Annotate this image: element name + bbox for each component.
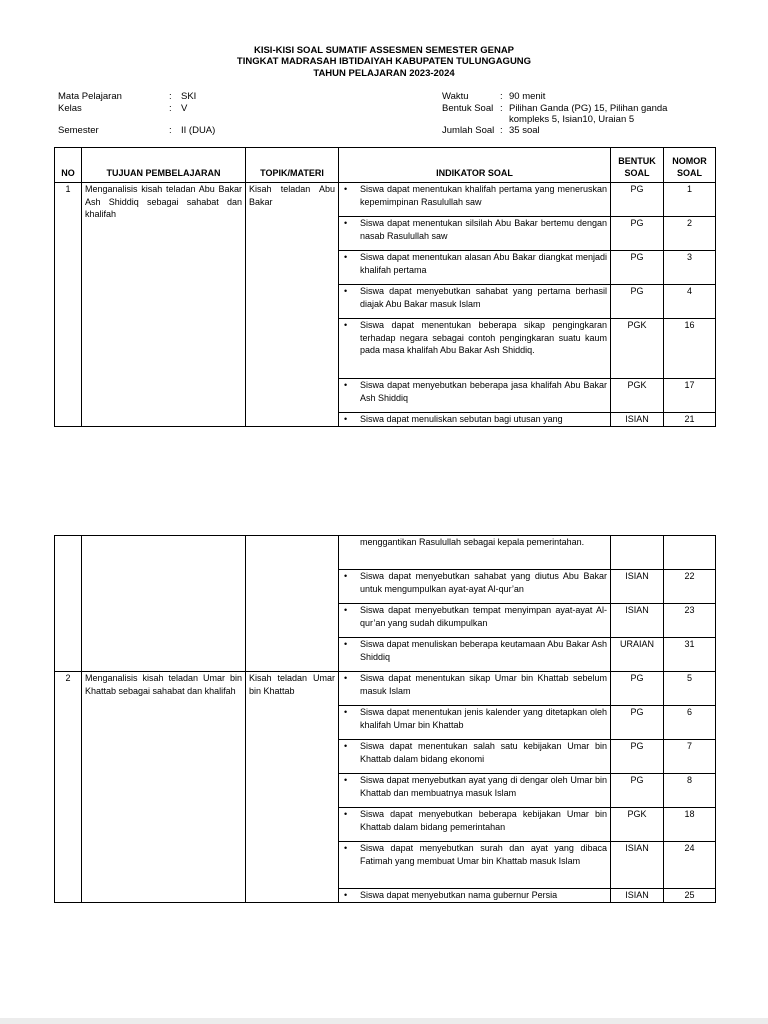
- bullet-icon: •: [344, 639, 348, 649]
- meta-class-value: V: [181, 103, 188, 114]
- indikator-cell: [339, 672, 611, 706]
- bentuk-cell: PG: [611, 183, 664, 217]
- indikator-cell: [339, 183, 611, 217]
- bullet-icon: •: [344, 286, 348, 296]
- bentuk-cell: PG: [611, 217, 664, 251]
- meta-time-label: Waktu: [442, 91, 469, 102]
- bentuk-cell: PGK: [611, 319, 664, 379]
- meta-form-value-2: kompleks 5, Isian10, Uraian 5: [509, 114, 635, 125]
- indikator-cell: [339, 706, 611, 740]
- row-topik: Kisah teladan Umar bin Khattab: [246, 672, 339, 903]
- indikator-text: Siswa dapat menentukan salah satu kebijakan Umar bin Khattab dalam bidang ekonomi: [360, 741, 607, 764]
- meta-semester-value: II (DUA): [181, 125, 216, 136]
- nomor-cell: 6: [664, 706, 716, 740]
- bullet-icon: •: [344, 320, 348, 330]
- nomor-cell: 22: [664, 570, 716, 604]
- indikator-text: Siswa dapat menentukan beberapa sikap pengingkaran terhadap negara sebagai contoh pengingkaran suatu kaum pada masa khalifah Abu Bakar Ash Shiddiq.: [360, 320, 607, 356]
- bullet-icon: •: [344, 741, 348, 751]
- col-header-bentuk: BENTUK SOAL: [611, 148, 664, 183]
- doc-title-line-2: TINGKAT MADRASAH IBTIDAIYAH KABUPATEN TULUNGAGUNG: [236, 56, 532, 67]
- nomor-cell: 4: [664, 285, 716, 319]
- nomor-cell: 17: [664, 379, 716, 413]
- bentuk-cell: PGK: [611, 379, 664, 413]
- doc-title-line-3: TAHUN PELAJARAN 2023-2024: [313, 68, 455, 79]
- meta-semester-label: Semester: [58, 125, 99, 136]
- doc-title-line-1: KISI-KISI SOAL SUMATIF ASSESMEN SEMESTER GENAP: [253, 45, 515, 56]
- bentuk-cell: ISIAN: [611, 842, 664, 889]
- bullet-icon: •: [344, 673, 348, 683]
- row-topik: Kisah teladan Abu Bakar: [246, 183, 339, 427]
- table-row: [55, 536, 716, 570]
- meta-count-label: Jumlah Soal: [442, 125, 495, 136]
- bullet-icon: •: [344, 707, 348, 717]
- bentuk-cell: [611, 536, 664, 570]
- row-no-empty: [55, 536, 82, 672]
- nomor-cell: 7: [664, 740, 716, 774]
- bentuk-cell: PG: [611, 285, 664, 319]
- indikator-text: Siswa dapat menyebutkan surah dan ayat yang dibaca Fatimah yang membuat Umar bin Khattab masuk Islam: [360, 843, 607, 866]
- nomor-cell: 2: [664, 217, 716, 251]
- col-header-no: NO: [55, 148, 82, 183]
- table-row: [55, 183, 716, 217]
- indikator-cell: [339, 889, 611, 903]
- bentuk-cell: PG: [611, 251, 664, 285]
- bullet-icon: •: [344, 571, 348, 581]
- bullet-icon: •: [344, 380, 348, 390]
- indikator-text: Siswa dapat menyebutkan beberapa jasa khalifah Abu Bakar Ash Shiddiq: [360, 380, 607, 403]
- indikator-continuation-text: menggantikan Rasulullah sebagai kepala pemerintahan.: [360, 537, 585, 547]
- col-header-nomor: NOMOR SOAL: [664, 148, 716, 183]
- indikator-text: Siswa dapat menyebutkan nama gubernur Persia: [360, 890, 558, 900]
- bullet-icon: •: [344, 775, 348, 785]
- meta-semester-sep: :: [169, 125, 172, 136]
- indikator-cell: [339, 319, 611, 379]
- meta-subject-sep: :: [169, 91, 172, 102]
- col-header-indikator: INDIKATOR SOAL: [339, 148, 611, 183]
- bentuk-cell: PG: [611, 740, 664, 774]
- bullet-icon: •: [344, 184, 348, 194]
- meta-time-value: 90 menit: [509, 91, 546, 102]
- table-header-row: [55, 148, 716, 183]
- grid-table-page-1: [54, 147, 716, 427]
- row-no: 1: [55, 183, 82, 427]
- nomor-cell: 23: [664, 604, 716, 638]
- nomor-cell: 3: [664, 251, 716, 285]
- indikator-cell: [339, 842, 611, 889]
- indikator-cell: [339, 774, 611, 808]
- bentuk-cell: ISIAN: [611, 570, 664, 604]
- indikator-text: Siswa dapat menuliskan beberapa keutamaan Abu Bakar Ash Shiddiq: [360, 639, 607, 662]
- indikator-text: Siswa dapat menuliskan sebutan bagi utusan yang: [360, 414, 563, 424]
- indikator-text: Siswa dapat menentukan khalifah pertama yang meneruskan kepemimpinan Rasulullah saw: [360, 184, 607, 207]
- indikator-cell: [339, 413, 611, 427]
- indikator-text: Siswa dapat menyebutkan beberapa kebijakan Umar bin Khattab dalam bidang pemerintahan: [360, 809, 607, 832]
- meta-form-label: Bentuk Soal: [442, 103, 494, 114]
- table-row: [55, 672, 716, 706]
- bentuk-cell: ISIAN: [611, 889, 664, 903]
- nomor-cell: 31: [664, 638, 716, 672]
- meta-form-sep: :: [500, 103, 503, 114]
- bullet-icon: •: [344, 890, 348, 900]
- meta-class-label: Kelas: [58, 103, 82, 114]
- meta-subject-value: SKI: [181, 91, 197, 102]
- meta-class-sep: :: [169, 103, 172, 114]
- bentuk-cell: PGK: [611, 808, 664, 842]
- indikator-text: Siswa dapat menentukan alasan Abu Bakar diangkat menjadi khalifah pertama: [360, 252, 607, 275]
- meta-subject-label: Mata Pelajaran: [58, 91, 122, 102]
- meta-time-sep: :: [500, 91, 503, 102]
- col-header-tujuan: TUJUAN PEMBELAJARAN: [82, 148, 246, 183]
- nomor-cell: 5: [664, 672, 716, 706]
- bullet-icon: •: [344, 809, 348, 819]
- meta-count-sep: :: [500, 125, 503, 136]
- indikator-text: Siswa dapat menyebutkan ayat yang di dengar oleh Umar bin Khattab dan membuatnya masuk Islam: [360, 775, 607, 798]
- meta-form-value: Pilihan Ganda (PG) 15, Pilihan ganda: [509, 103, 668, 114]
- nomor-cell: [664, 536, 716, 570]
- row-tujuan: Menganalisis kisah teladan Abu Bakar Ash Shiddiq sebagai sahabat dan khalifah: [82, 183, 246, 427]
- nomor-cell: 18: [664, 808, 716, 842]
- bullet-icon: •: [344, 218, 348, 228]
- page-gap-strip: [0, 1018, 768, 1024]
- indikator-text: Siswa dapat menyebutkan sahabat yang pertama berhasil diajak Abu Bakar masuk Islam: [360, 286, 607, 309]
- indikator-cell: [339, 740, 611, 774]
- indikator-cell: [339, 217, 611, 251]
- bullet-icon: •: [344, 843, 348, 853]
- meta-count-value: 35 soal: [509, 125, 540, 136]
- nomor-cell: 21: [664, 413, 716, 427]
- indikator-cell: [339, 570, 611, 604]
- nomor-cell: 24: [664, 842, 716, 889]
- col-header-topik: TOPIK/MATERI: [246, 148, 339, 183]
- indikator-cell: [339, 536, 611, 570]
- indikator-text: Siswa dapat menentukan jenis kalender yang ditetapkan oleh khalifah Umar bin Khattab: [360, 707, 607, 730]
- bentuk-cell: PG: [611, 706, 664, 740]
- bentuk-cell: PG: [611, 774, 664, 808]
- indikator-text: Siswa dapat menentukan silsilah Abu Bakar bertemu dengan nasab Rasulullah saw: [360, 218, 607, 241]
- row-topik-empty: [246, 536, 339, 672]
- bullet-icon: •: [344, 605, 348, 615]
- nomor-cell: 25: [664, 889, 716, 903]
- bullet-icon: •: [344, 252, 348, 262]
- indikator-text: Siswa dapat menyebutkan tempat menyimpan ayat-ayat Al-qur’an yang sudah dikumpulkan: [360, 605, 607, 628]
- indikator-cell: [339, 604, 611, 638]
- indikator-cell: [339, 251, 611, 285]
- indikator-text: Siswa dapat menentukan sikap Umar bin Khattab sebelum masuk Islam: [360, 673, 607, 696]
- bentuk-cell: ISIAN: [611, 604, 664, 638]
- indikator-cell: [339, 808, 611, 842]
- nomor-cell: 16: [664, 319, 716, 379]
- row-tujuan-empty: [82, 536, 246, 672]
- nomor-cell: 1: [664, 183, 716, 217]
- bentuk-cell: ISIAN: [611, 413, 664, 427]
- indikator-cell: [339, 638, 611, 672]
- indikator-cell: [339, 285, 611, 319]
- nomor-cell: 8: [664, 774, 716, 808]
- row-tujuan: Menganalisis kisah teladan Umar bin Khattab sebagai sahabat dan khalifah: [82, 672, 246, 903]
- bentuk-cell: PG: [611, 672, 664, 706]
- bullet-icon: •: [344, 414, 348, 424]
- grid-table-page-2: [54, 535, 716, 903]
- row-no: 2: [55, 672, 82, 903]
- bentuk-cell: URAIAN: [611, 638, 664, 672]
- indikator-text: Siswa dapat menyebutkan sahabat yang diutus Abu Bakar untuk mengumpulkan ayat-ayat Al-qur’an: [360, 571, 607, 594]
- indikator-cell: [339, 379, 611, 413]
